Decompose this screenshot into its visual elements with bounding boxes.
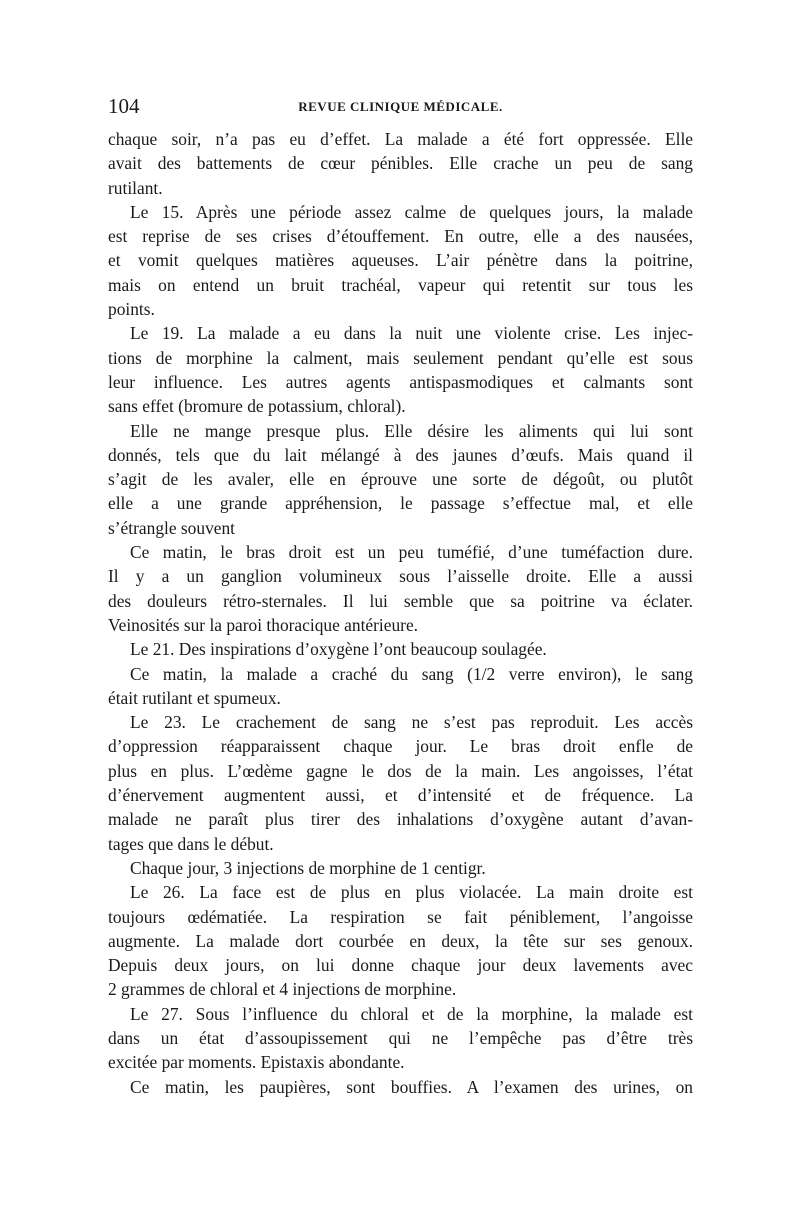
- text-line: Le 23. Le crachement de sang ne s’est pas reproduit. Les accès: [130, 712, 693, 733]
- text-line: est reprise de ses crises d’étouffement. En outre, elle a des nausées,: [108, 226, 693, 247]
- text-line: des douleurs rétro-sternales. Il lui semble que sa poitrine va éclater.: [108, 590, 693, 611]
- text-line: était rutilant et spumeux.: [108, 687, 281, 708]
- text-line: Elle ne mange presque plus. Elle désire les aliments qui lui sont: [130, 420, 693, 441]
- text-line: Le 21. Des inspirations d’oxygène l’ont beaucoup soulagée.: [130, 639, 547, 660]
- text-line: Veinosités sur la paroi thoracique antérieure.: [108, 614, 419, 635]
- text-line: rutilant.: [108, 177, 163, 198]
- text-line: malade ne paraît plus tirer des inhalations d’oxygène autant d’avan-: [108, 809, 693, 830]
- text-line: sans effet (bromure de potassium, chloral).: [108, 396, 406, 417]
- text-line: elle a une grande appréhension, le passage s’effectue mal, et elle: [108, 493, 693, 514]
- body-text: [108, 127, 693, 1099]
- text-line: Chaque jour, 3 injections de morphine de 1 centigr.: [130, 857, 486, 878]
- text-line: excitée par moments. Epistaxis abondante.: [108, 1052, 405, 1073]
- text-line: Il y a un ganglion volumineux sous l’aisselle droite. Elle a aussi: [108, 566, 693, 587]
- text-line: tions de morphine la calment, mais seulement pendant qu’elle est sous: [108, 347, 693, 368]
- text-line: d’oppression réapparaissent chaque jour. Le bras droit enfle de: [108, 736, 693, 757]
- text-line: points.: [108, 299, 155, 320]
- text-line: Ce matin, les paupières, sont bouffies. A l’examen des urines, on: [130, 1076, 693, 1097]
- text-line: Depuis deux jours, on lui donne chaque jour deux lavements avec: [108, 955, 693, 976]
- text-line: Ce matin, le bras droit est un peu tuméfié, d’une tuméfaction dure.: [130, 542, 693, 563]
- text-line: tages que dans le début.: [108, 833, 274, 854]
- text-line: 2 grammes de chloral et 4 injections de morphine.: [108, 979, 457, 1000]
- text-line: et vomit quelques matières aqueuses. L’air pénètre dans la poitrine,: [108, 250, 693, 271]
- text-line: leur influence. Les autres agents antispasmodiques et calmants sont: [108, 371, 693, 392]
- text-line: avait des battements de cœur pénibles. Elle crache un peu de sang: [108, 153, 693, 174]
- text-line: Le 26. La face est de plus en plus violacée. La main droite est: [130, 882, 693, 903]
- text-line: dans un état d’assoupissement qui ne l’empêche pas d’être très: [108, 1027, 693, 1048]
- text-line: chaque soir, n’a pas eu d’effet. La malade a été fort oppressée. Elle: [108, 129, 693, 149]
- text-line: Le 27. Sous l’influence du chloral et de la morphine, la malade est: [130, 1003, 693, 1024]
- text-line: Le 15. Après une période assez calme de quelques jours, la malade: [130, 201, 693, 222]
- text-line: Ce matin, la malade a craché du sang (1/2 verre environ), le sang: [130, 663, 693, 684]
- page-number: 104: [108, 94, 140, 118]
- text-line: toujours œdématiée. La respiration se fait péniblement, l’angoisse: [108, 906, 693, 927]
- text-line: donnés, tels que du lait mélangé à des jaunes d’œufs. Mais quand il: [108, 444, 693, 465]
- running-title: REVUE CLINIQUE MÉDICALE.: [298, 99, 503, 114]
- text-line: mais on entend un bruit trachéal, vapeur qui retentit sur tous les: [108, 274, 693, 295]
- text-line: d’énervement augmentent aussi, et d’intensité et de fréquence. La: [108, 785, 693, 806]
- text-line: plus en plus. L’œdème gagne le dos de la main. Les angoisses, l’état: [108, 760, 693, 781]
- text-line: s’agit de les avaler, elle en éprouve une sorte de dégoût, ou plutôt: [108, 469, 693, 490]
- page-header: [108, 94, 693, 124]
- text-line: augmente. La malade dort courbée en deux, la tête sur ses genoux.: [108, 930, 693, 951]
- text-line: s’étrangle souvent: [108, 517, 236, 538]
- text-line: Le 19. La malade a eu dans la nuit une violente crise. Les injec-: [130, 323, 693, 344]
